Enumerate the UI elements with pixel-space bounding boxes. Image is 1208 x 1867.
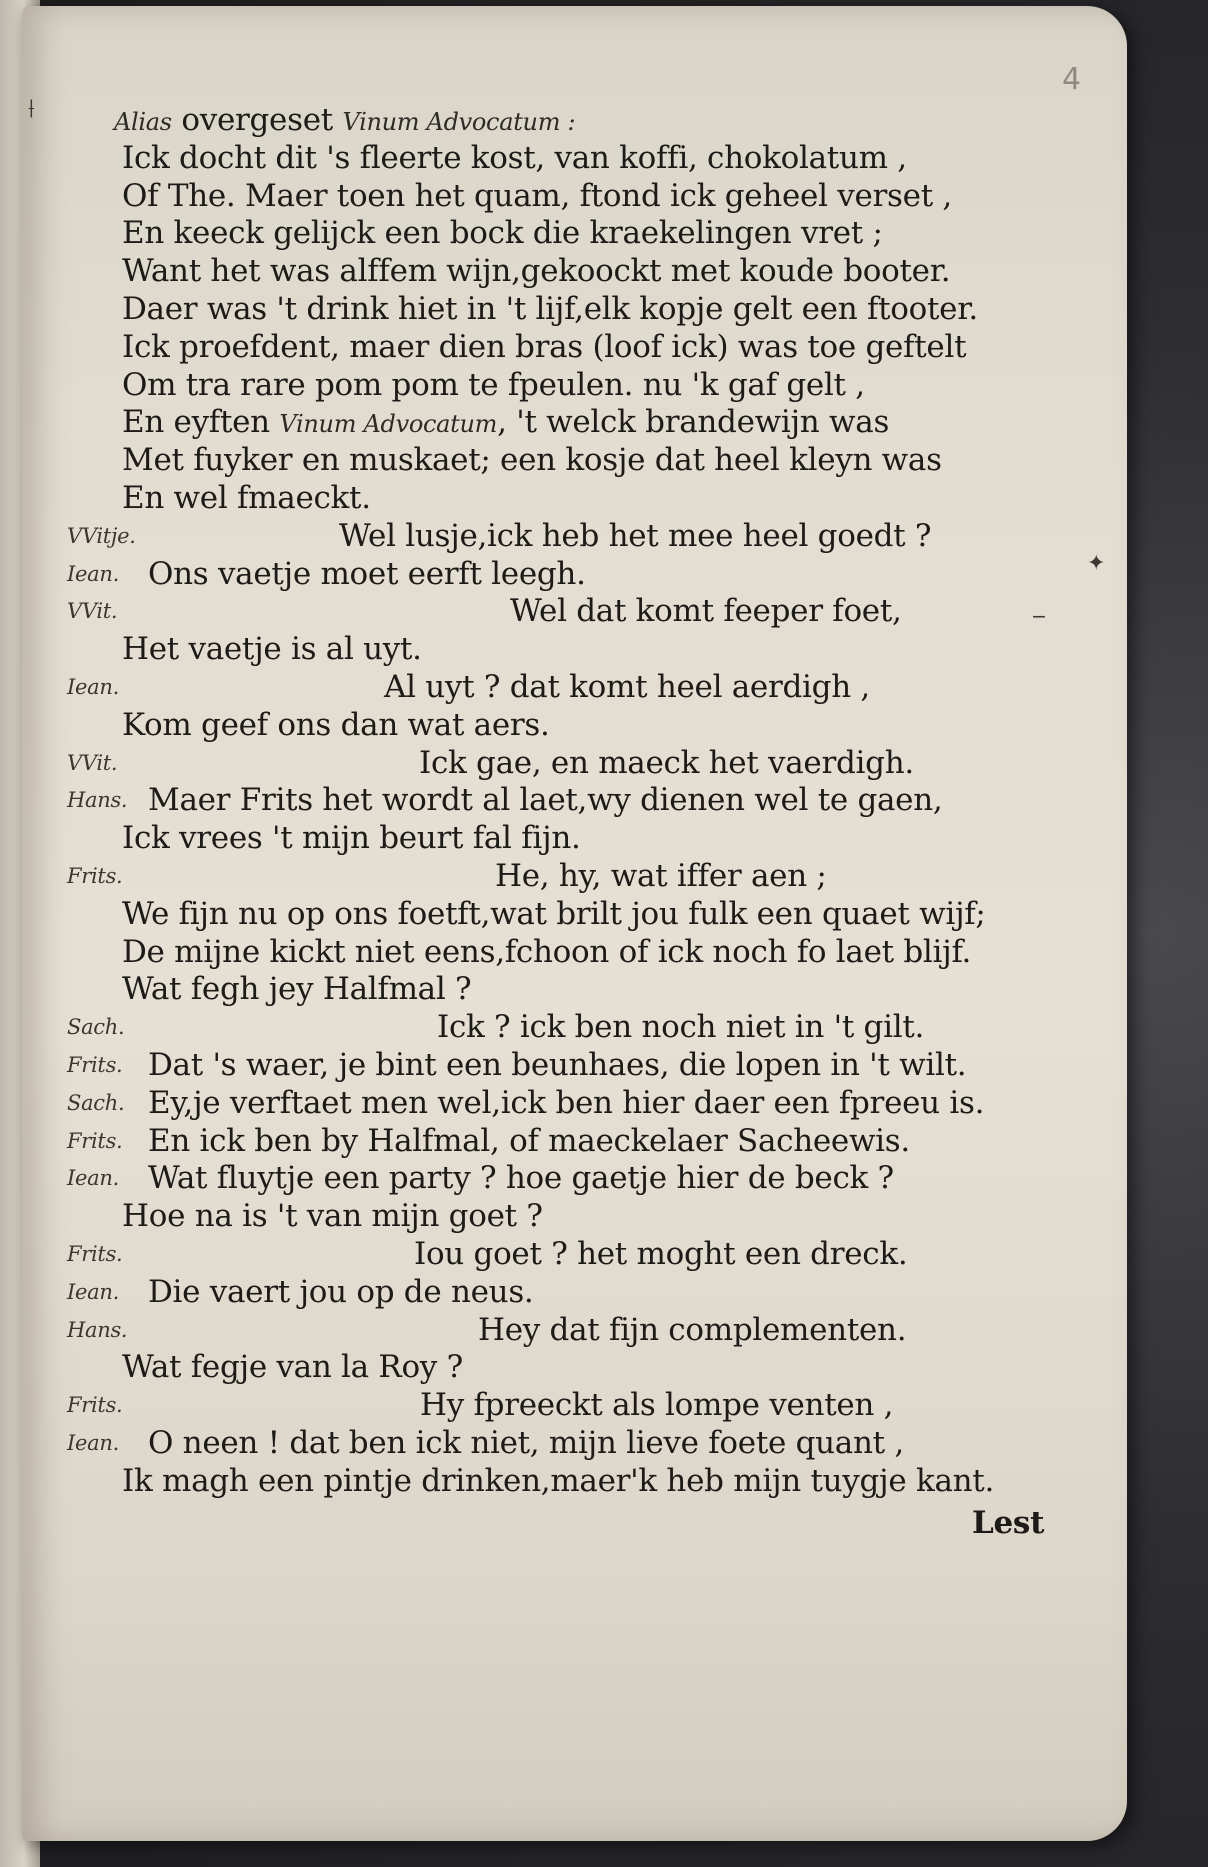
verse-line: Al uyt ? dat komt heel aerdigh , (384, 669, 870, 705)
text-run: En wel fmaeckt. (122, 480, 371, 516)
speaker-label: Sach. (67, 1090, 125, 1115)
italic-run: Vinum Advocatum (279, 410, 498, 439)
text-run: Wat fegje van la Roy ? (122, 1349, 463, 1386)
text-run: , 't welck brandewijn was (497, 404, 890, 441)
text-run: Het vaetje is al uyt. (122, 631, 422, 668)
book-page (22, 6, 1127, 1841)
text-run: Ik magh een pintje drinken,maer'k heb mijn tuygje kant. (122, 1462, 995, 1499)
verse-line (122, 934, 971, 970)
verse-line (122, 1198, 543, 1234)
speaker-label: Sach. (67, 1015, 125, 1040)
verse-line (122, 820, 581, 856)
speaker-label: Frits. (67, 1242, 123, 1266)
verse-line: Ick ? ick ben noch niet in 't gilt. (437, 1009, 925, 1046)
italic-run: Alias (114, 108, 172, 136)
verse-line: Ick gae, en maeck het vaerdigh. (419, 744, 914, 781)
speaker-label: Frits. (67, 1393, 123, 1418)
text-run: De mijne kickt niet eens,fchoon of ick noch fo laet blijf. (122, 933, 972, 970)
text-run: Ick vrees 't mijn beurt fal fijn. (122, 820, 581, 857)
catchword: Lest (972, 1504, 1045, 1541)
verse-line (122, 896, 986, 932)
verse-line: En ick ben by Halfmal, of maeckelaer Sacheewis. (148, 1122, 910, 1159)
text-run: En eyften (122, 404, 280, 441)
verse-line: Hey dat fijn complementen. (478, 1311, 907, 1348)
text-run: Want het was alffem wijn,gekoockt met koude booter. (122, 253, 951, 290)
verse-line (122, 442, 942, 478)
speaker-label: VVit. (67, 599, 118, 624)
speaker-label: Iean. (67, 1279, 119, 1304)
speaker-label: Frits. (67, 864, 123, 888)
text-run: Of The. Maer toen het quam, ftond ick geheel verset , (122, 177, 952, 214)
verse-line (122, 140, 907, 176)
verse-line (122, 1349, 463, 1385)
italic-run: Vinum Advocatum : (342, 108, 576, 136)
speaker-label: VVit. (67, 750, 118, 775)
margin-mark-icon: ✦ (1087, 551, 1106, 576)
verse-line: Ons vaetje moet eerft leegh. (148, 555, 586, 592)
verse-line: Wel lusje,ick heb het mee heel goedt ? (339, 517, 932, 554)
text-run: Ick docht dit 's fleerte kost, van koffi, chokolatum , (122, 139, 907, 176)
text-run: Wat fegh jey Halfmal ? (122, 971, 472, 1008)
verse-line (122, 631, 422, 667)
speaker-label: Iean. (67, 561, 119, 586)
verse-line (122, 291, 978, 327)
verse-line (114, 102, 575, 138)
margin-mark-icon: ‒ (1032, 604, 1046, 629)
verse-line: Wat fluytje een party ? hoe gaetje hier de beck ? (148, 1160, 894, 1197)
verse-line (122, 971, 471, 1007)
verse-line (122, 1463, 994, 1499)
text-run: Ick proefdent, maer dien bras (loof ick) was toe geftelt (122, 328, 967, 365)
speaker-label: VVitje. (67, 523, 136, 548)
verse-line (122, 480, 371, 516)
verse-line (122, 404, 889, 440)
text-run: Hoe na is 't van mijn goet ? (122, 1198, 543, 1235)
speaker-label: Iean. (67, 675, 119, 699)
verse-line: He, hy, wat iffer aen ; (495, 858, 827, 894)
speaker-label: Iean. (67, 1166, 119, 1191)
verse-line: Ey,je verftaet men wel,ick ben hier daer een fpreeu is. (148, 1084, 985, 1121)
verse-line: Hy fpreeckt als lompe venten , (420, 1387, 894, 1424)
speaker-label: Hans. (67, 1317, 128, 1342)
text-run: Met fuyker en muskaet; een kosje dat heel kleyn was (122, 442, 942, 479)
text-run: We fijn nu op ons foetft,wat brilt jou fulk een quaet wijf; (122, 895, 986, 932)
text-run: En keeck gelijck een bock die kraekelingen vret ; (122, 215, 883, 252)
verse-line (122, 367, 865, 403)
text-run: Om tra rare pom pom te fpeulen. nu 'k gaf gelt , (122, 366, 865, 403)
margin-mark-icon: ⟊ (28, 94, 35, 124)
verse-line (122, 707, 550, 743)
verse-line (122, 215, 883, 251)
speaker-label: Hans. (67, 788, 128, 813)
text-run: overgeset (171, 102, 343, 138)
text-block (22, 6, 1127, 1841)
verse-line: Dat 's waer, je bint een beunhaes, die lopen in 't wilt. (148, 1047, 967, 1083)
folio-number: 4 (1062, 62, 1082, 97)
verse-line: Maer Frits het wordt al laet,wy dienen wel te gaen, (148, 782, 943, 819)
speaker-label: Iean. (67, 1431, 119, 1455)
speaker-label: Frits. (67, 1053, 123, 1077)
verse-line: Iou goet ? het moght een dreck. (414, 1236, 908, 1272)
verse-line: O neen ! dat ben ick niet, mijn lieve foete quant , (148, 1425, 904, 1461)
verse-line (122, 329, 966, 365)
text-run: Kom geef ons dan wat aers. (122, 706, 550, 743)
verse-line (122, 178, 952, 214)
verse-line (122, 253, 950, 289)
verse-line: Wel dat komt feeper foet, (510, 593, 902, 630)
speaker-label: Frits. (67, 1128, 123, 1153)
text-run: Daer was 't drink hiet in 't lijf,elk kopje gelt een ftooter. (122, 291, 978, 327)
verse-line: Die vaert jou op de neus. (148, 1273, 534, 1310)
